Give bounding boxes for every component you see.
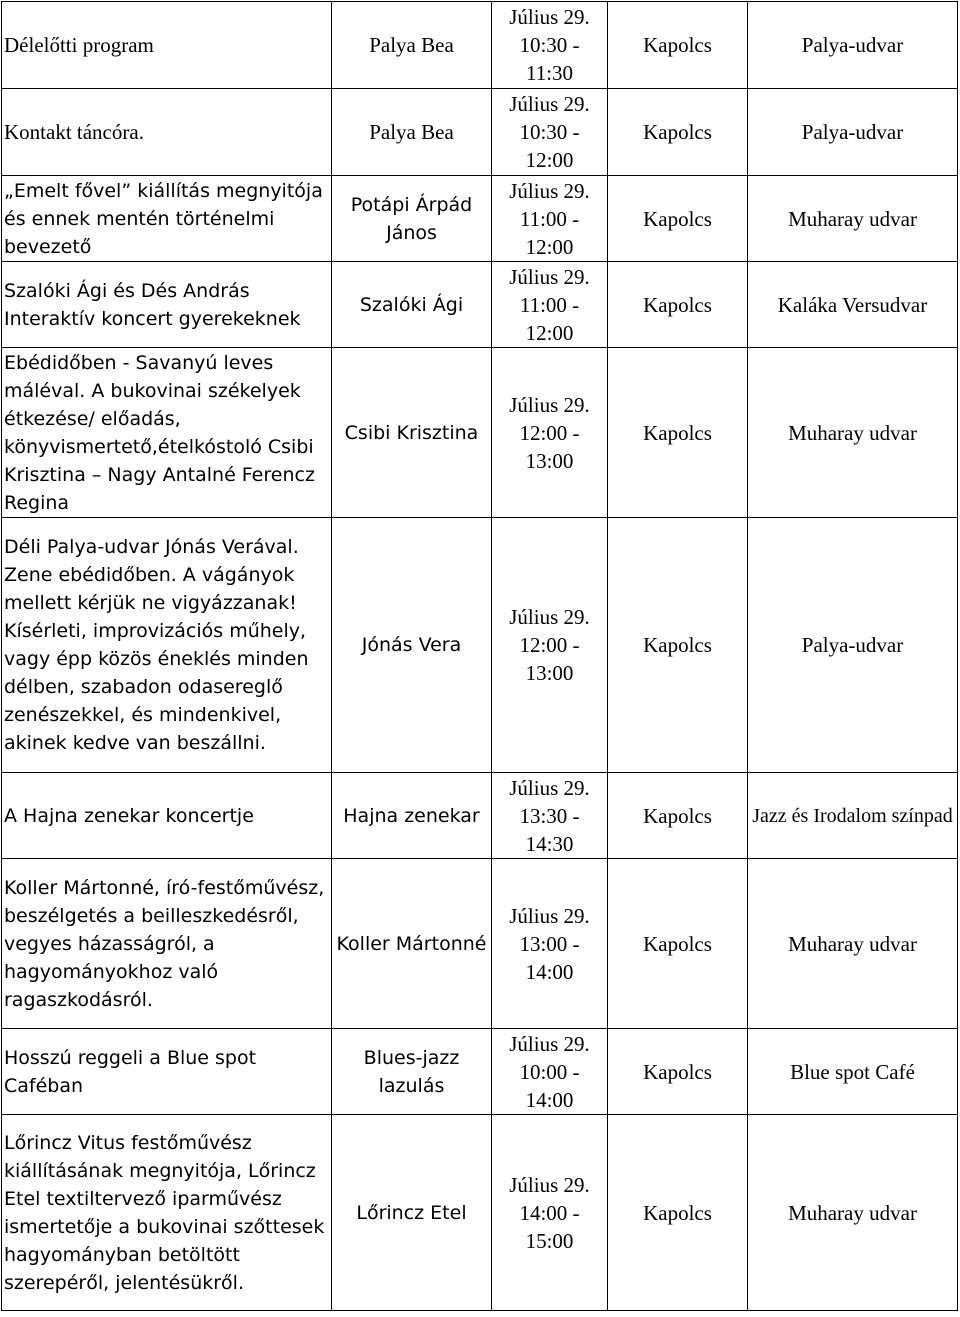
- performer: Jónás Vera: [332, 518, 492, 773]
- town: Kapolcs: [608, 348, 748, 518]
- date-time: [492, 773, 608, 859]
- time-start: 13:30 -: [519, 803, 580, 828]
- table-row: [2, 518, 958, 773]
- program-title: Szalóki Ági és Dés András Interaktív koncert gyerekeknek: [2, 262, 332, 348]
- date-time: [492, 348, 608, 518]
- program-title: A Hajna zenekar koncertje: [2, 773, 332, 859]
- town: Kapolcs: [608, 1029, 748, 1115]
- performer: Potápi Árpád János: [332, 176, 492, 262]
- date-line: Július 29.: [509, 1031, 590, 1056]
- town: Kapolcs: [608, 2, 748, 89]
- venue: Blue spot Café: [748, 1029, 958, 1115]
- date-line: Július 29.: [509, 605, 590, 629]
- table-row: [2, 176, 958, 262]
- program-title: „Emelt fővel” kiállítás megnyitója és ennek mentén történelmi bevezető: [2, 176, 332, 262]
- performer: Palya Bea: [332, 2, 492, 89]
- time-end: 12:00: [525, 234, 574, 259]
- time-end: 14:00: [525, 1087, 574, 1112]
- venue: Muharay udvar: [748, 176, 958, 262]
- schedule-table: [1, 1, 958, 1311]
- time-start: 13:00 -: [519, 931, 580, 956]
- town: Kapolcs: [608, 859, 748, 1029]
- date-line: Július 29.: [509, 392, 590, 417]
- time-start: 12:00 -: [519, 420, 580, 445]
- time-start: 14:00 -: [519, 1200, 580, 1225]
- date-line: Július 29.: [509, 1172, 590, 1197]
- venue: Muharay udvar: [748, 348, 958, 518]
- program-title: Délelőtti program: [2, 2, 332, 89]
- performer: Koller Mártonné: [332, 859, 492, 1029]
- program-title: Hosszú reggeli a Blue spot Caféban: [2, 1029, 332, 1115]
- time-start: 11:00 -: [519, 206, 580, 231]
- time-start: 12:00 -: [519, 633, 580, 657]
- time-end: 13:00: [525, 448, 574, 473]
- performer: Lőrincz Etel: [332, 1115, 492, 1311]
- table-row: [2, 262, 958, 348]
- venue: Palya-udvar: [748, 89, 958, 176]
- time-end: 14:00: [525, 959, 574, 984]
- date-time: [492, 518, 608, 773]
- performer: Blues-jazz lazulás: [332, 1029, 492, 1115]
- date-time: [492, 262, 608, 348]
- program-title: Lőrincz Vitus festőművész kiállításának megnyitója, Lőrincz Etel textiltervező iparművész ismertetője a bukovinai szőttesek hagyományban betöltött szerepéről, jelentésükről.: [2, 1115, 332, 1311]
- table-row: [2, 1029, 958, 1115]
- time-start: 11:00 -: [519, 292, 580, 317]
- town: Kapolcs: [608, 262, 748, 348]
- venue: Jazz és Irodalom színpad: [748, 773, 958, 859]
- town: Kapolcs: [608, 176, 748, 262]
- date-line: Július 29.: [509, 903, 590, 928]
- time-end: 12:00: [525, 320, 574, 345]
- table-row: [2, 348, 958, 518]
- time-start: 10:00 -: [519, 1059, 580, 1084]
- venue: Palya-udvar: [748, 2, 958, 89]
- town: Kapolcs: [608, 518, 748, 773]
- time-start: 10:30 -: [519, 33, 580, 57]
- venue: Kaláka Versudvar: [748, 262, 958, 348]
- date-line: Július 29.: [509, 264, 590, 289]
- program-title: Koller Mártonné, író-festőművész, beszélgetés a beilleszkedésről, vegyes házasságról, a hagyományokhoz való ragaszkodásról.: [2, 859, 332, 1029]
- date-line: Július 29.: [509, 92, 590, 116]
- performer: Szalóki Ági: [332, 262, 492, 348]
- date-time: [492, 176, 608, 262]
- table-row: [2, 773, 958, 859]
- date-time: [492, 1115, 608, 1311]
- date-line: Július 29.: [509, 178, 590, 203]
- table-row: [2, 89, 958, 176]
- date-time: [492, 859, 608, 1029]
- performer: Csibi Krisztina: [332, 348, 492, 518]
- date-time: [492, 89, 608, 176]
- venue: Muharay udvar: [748, 1115, 958, 1311]
- date-time: [492, 1029, 608, 1115]
- date-line: Július 29.: [509, 5, 590, 29]
- table-row: [2, 2, 958, 89]
- time-end: 14:30: [525, 831, 574, 856]
- town: Kapolcs: [608, 773, 748, 859]
- date-time: [492, 2, 608, 89]
- time-end: 11:30: [525, 61, 574, 85]
- date-line: Július 29.: [509, 775, 590, 800]
- time-end: 12:00: [525, 148, 574, 172]
- time-start: 10:30 -: [519, 120, 580, 144]
- table-row: [2, 859, 958, 1029]
- time-end: 13:00: [525, 661, 574, 685]
- program-title: Ebédidőben - Savanyú leves máléval. A bukovinai székelyek étkezése/ előadás, könyvismertető,ételkóstoló Csibi Krisztina – Nagy Antalné Ferencz Regina: [2, 348, 332, 518]
- town: Kapolcs: [608, 89, 748, 176]
- program-title: Kontakt táncóra.: [2, 89, 332, 176]
- venue: Palya-udvar: [748, 518, 958, 773]
- performer: Palya Bea: [332, 89, 492, 176]
- town: Kapolcs: [608, 1115, 748, 1311]
- program-title: Déli Palya-udvar Jónás Verával. Zene ebédidőben. A vágányok mellett kérjük ne vigyázzanak! Kísérleti, improvizációs műhely, vagy épp közös éneklés minden délben, szabadon odasereglő zenészekkel, és mindenkivel, akinek kedve van beszállni.: [2, 518, 332, 773]
- time-end: 15:00: [525, 1228, 574, 1253]
- venue: Muharay udvar: [748, 859, 958, 1029]
- performer: Hajna zenekar: [332, 773, 492, 859]
- table-row: [2, 1115, 958, 1311]
